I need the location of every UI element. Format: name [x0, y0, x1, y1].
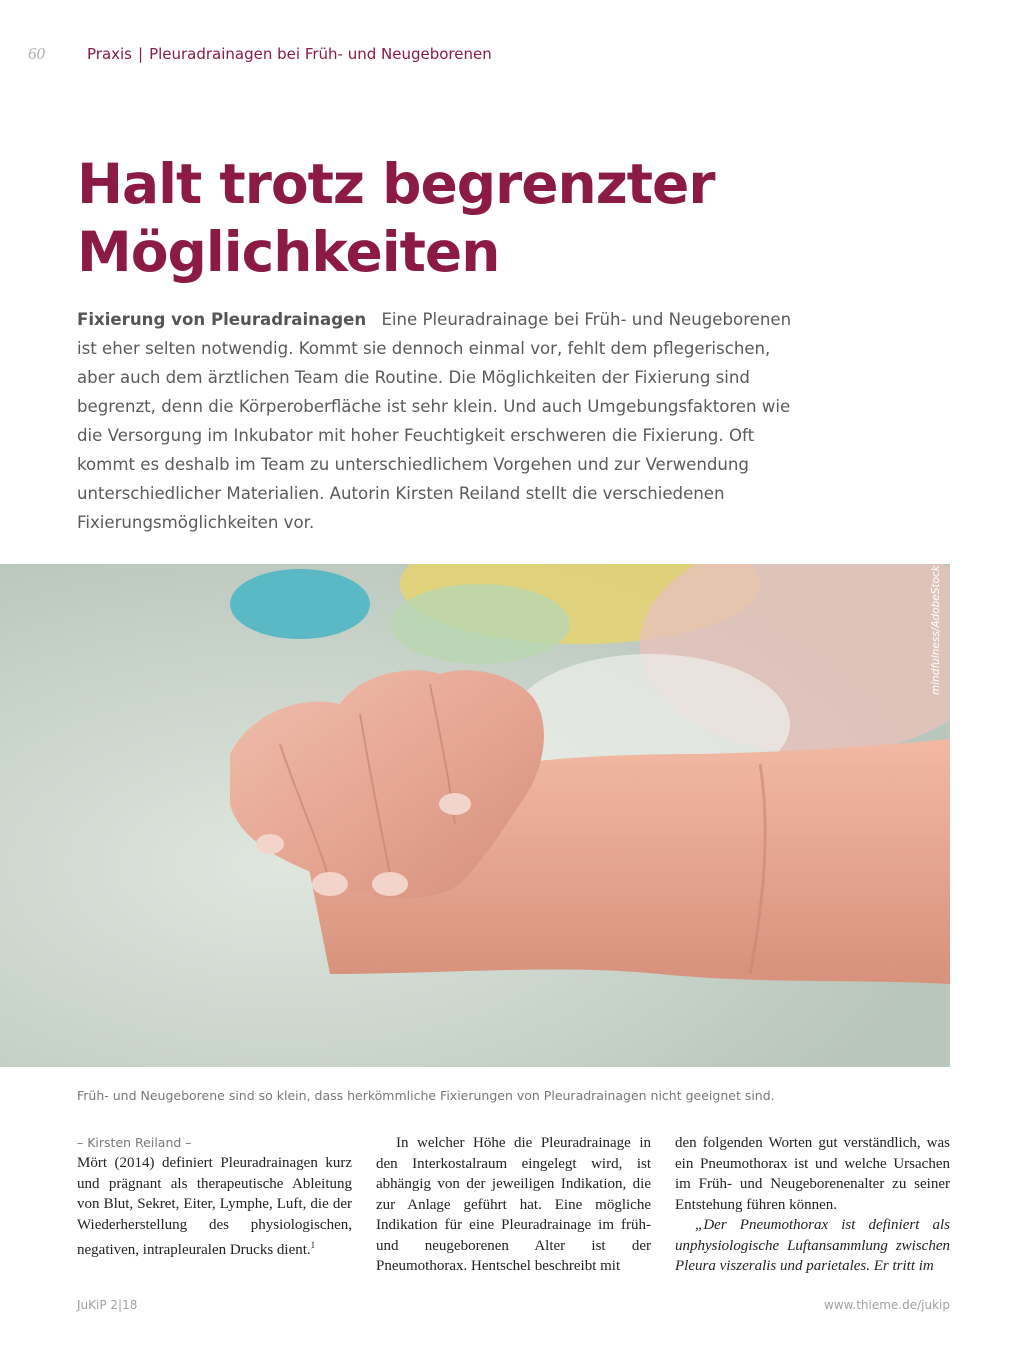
text-column-3 — [675, 1133, 950, 1277]
footnote-marker: 1 — [310, 1240, 316, 1250]
running-title — [87, 45, 492, 63]
photo-illustration — [0, 564, 950, 1067]
header-separator: | — [138, 45, 144, 63]
article-title — [77, 150, 837, 286]
photo-caption: Früh- und Neugeborene sind so klein, dass herkömmliche Fixierungen von Pleuradrainagen nicht geeignet sind. — [77, 1088, 775, 1103]
journal-issue: JuKiP 2|18 — [77, 1298, 138, 1312]
col3-quote: „Der Pneumothorax ist definiert als unphysiologische Luftansammlung zwischen Pleura viszeralis und parietales. Er tritt im — [675, 1217, 950, 1274]
col1-text: Mört (2014) definiert Pleuradrainagen kurz und prägnant als therapeutische Ableitung von Blut, Sekret, Eiter, Lymphe, Luft, die der Wiederherstellung des physiologischen, negativen, intrapleuralen Drucks dient. — [77, 1155, 352, 1258]
text-column-2 — [376, 1133, 651, 1277]
col3-text: den folgenden Worten gut verständlich, was ein Pneumothorax ist und welche Ursachen im Früh- und Neugeborenenalter zu seiner Entstehung führen können. — [675, 1135, 950, 1213]
page-number: 60 — [28, 44, 45, 63]
lead-paragraph — [77, 305, 807, 537]
lead-text: Eine Pleuradrainage bei Früh- und Neugeborenen ist eher selten notwendig. Kommt sie dennoch einmal vor, fehlt dem pflegerischen, aber auch dem ärztlichen Team die Routine. Die Möglichkeiten der Fixierung sind begrenzt, denn die Körperoberfläche ist sehr klein. Und auch Umgebungsfaktoren wie die Versorgung im Inkubator mit hoher Feuchtigkeit erschweren die Fixierung. Oft kommt es deshalb im Team zu unterschiedlichem Vorgehen und zur Verwendung unterschiedlicher Materialien. Autorin Kirsten Reiland stellt die verschiedenen Fixierungsmöglichkeiten vor. — [77, 310, 792, 532]
photo-credit: mindfulness/AdobeStock — [930, 565, 942, 695]
running-header — [28, 44, 973, 68]
title-line-1: Halt trotz begrenzter — [77, 152, 715, 216]
lead-label: Fixierung von Pleuradrainagen — [77, 310, 367, 329]
journal-url: www.thieme.de/jukip — [824, 1298, 950, 1312]
section-label: Praxis — [87, 45, 132, 63]
text-column-1 — [77, 1133, 352, 1261]
author-byline: – Kirsten Reiland – — [77, 1135, 192, 1150]
title-line-2: Möglichkeiten — [77, 220, 500, 284]
col2-text: In welcher Höhe die Pleuradrainage in den Interkostalraum eingelegt wird, ist abhängig von der jeweiligen Indikation, die zur Anlage geführt hat. Eine mögliche Indikation für eine Pleuradrainage im früh- und neugeborenen Alter ist der Pneumothorax. Hentschel beschreibt mit — [376, 1135, 651, 1274]
paragraph — [77, 1153, 352, 1261]
topic-label: Pleuradrainagen bei Früh- und Neugeborenen — [149, 45, 492, 63]
article-photo — [0, 564, 950, 1067]
